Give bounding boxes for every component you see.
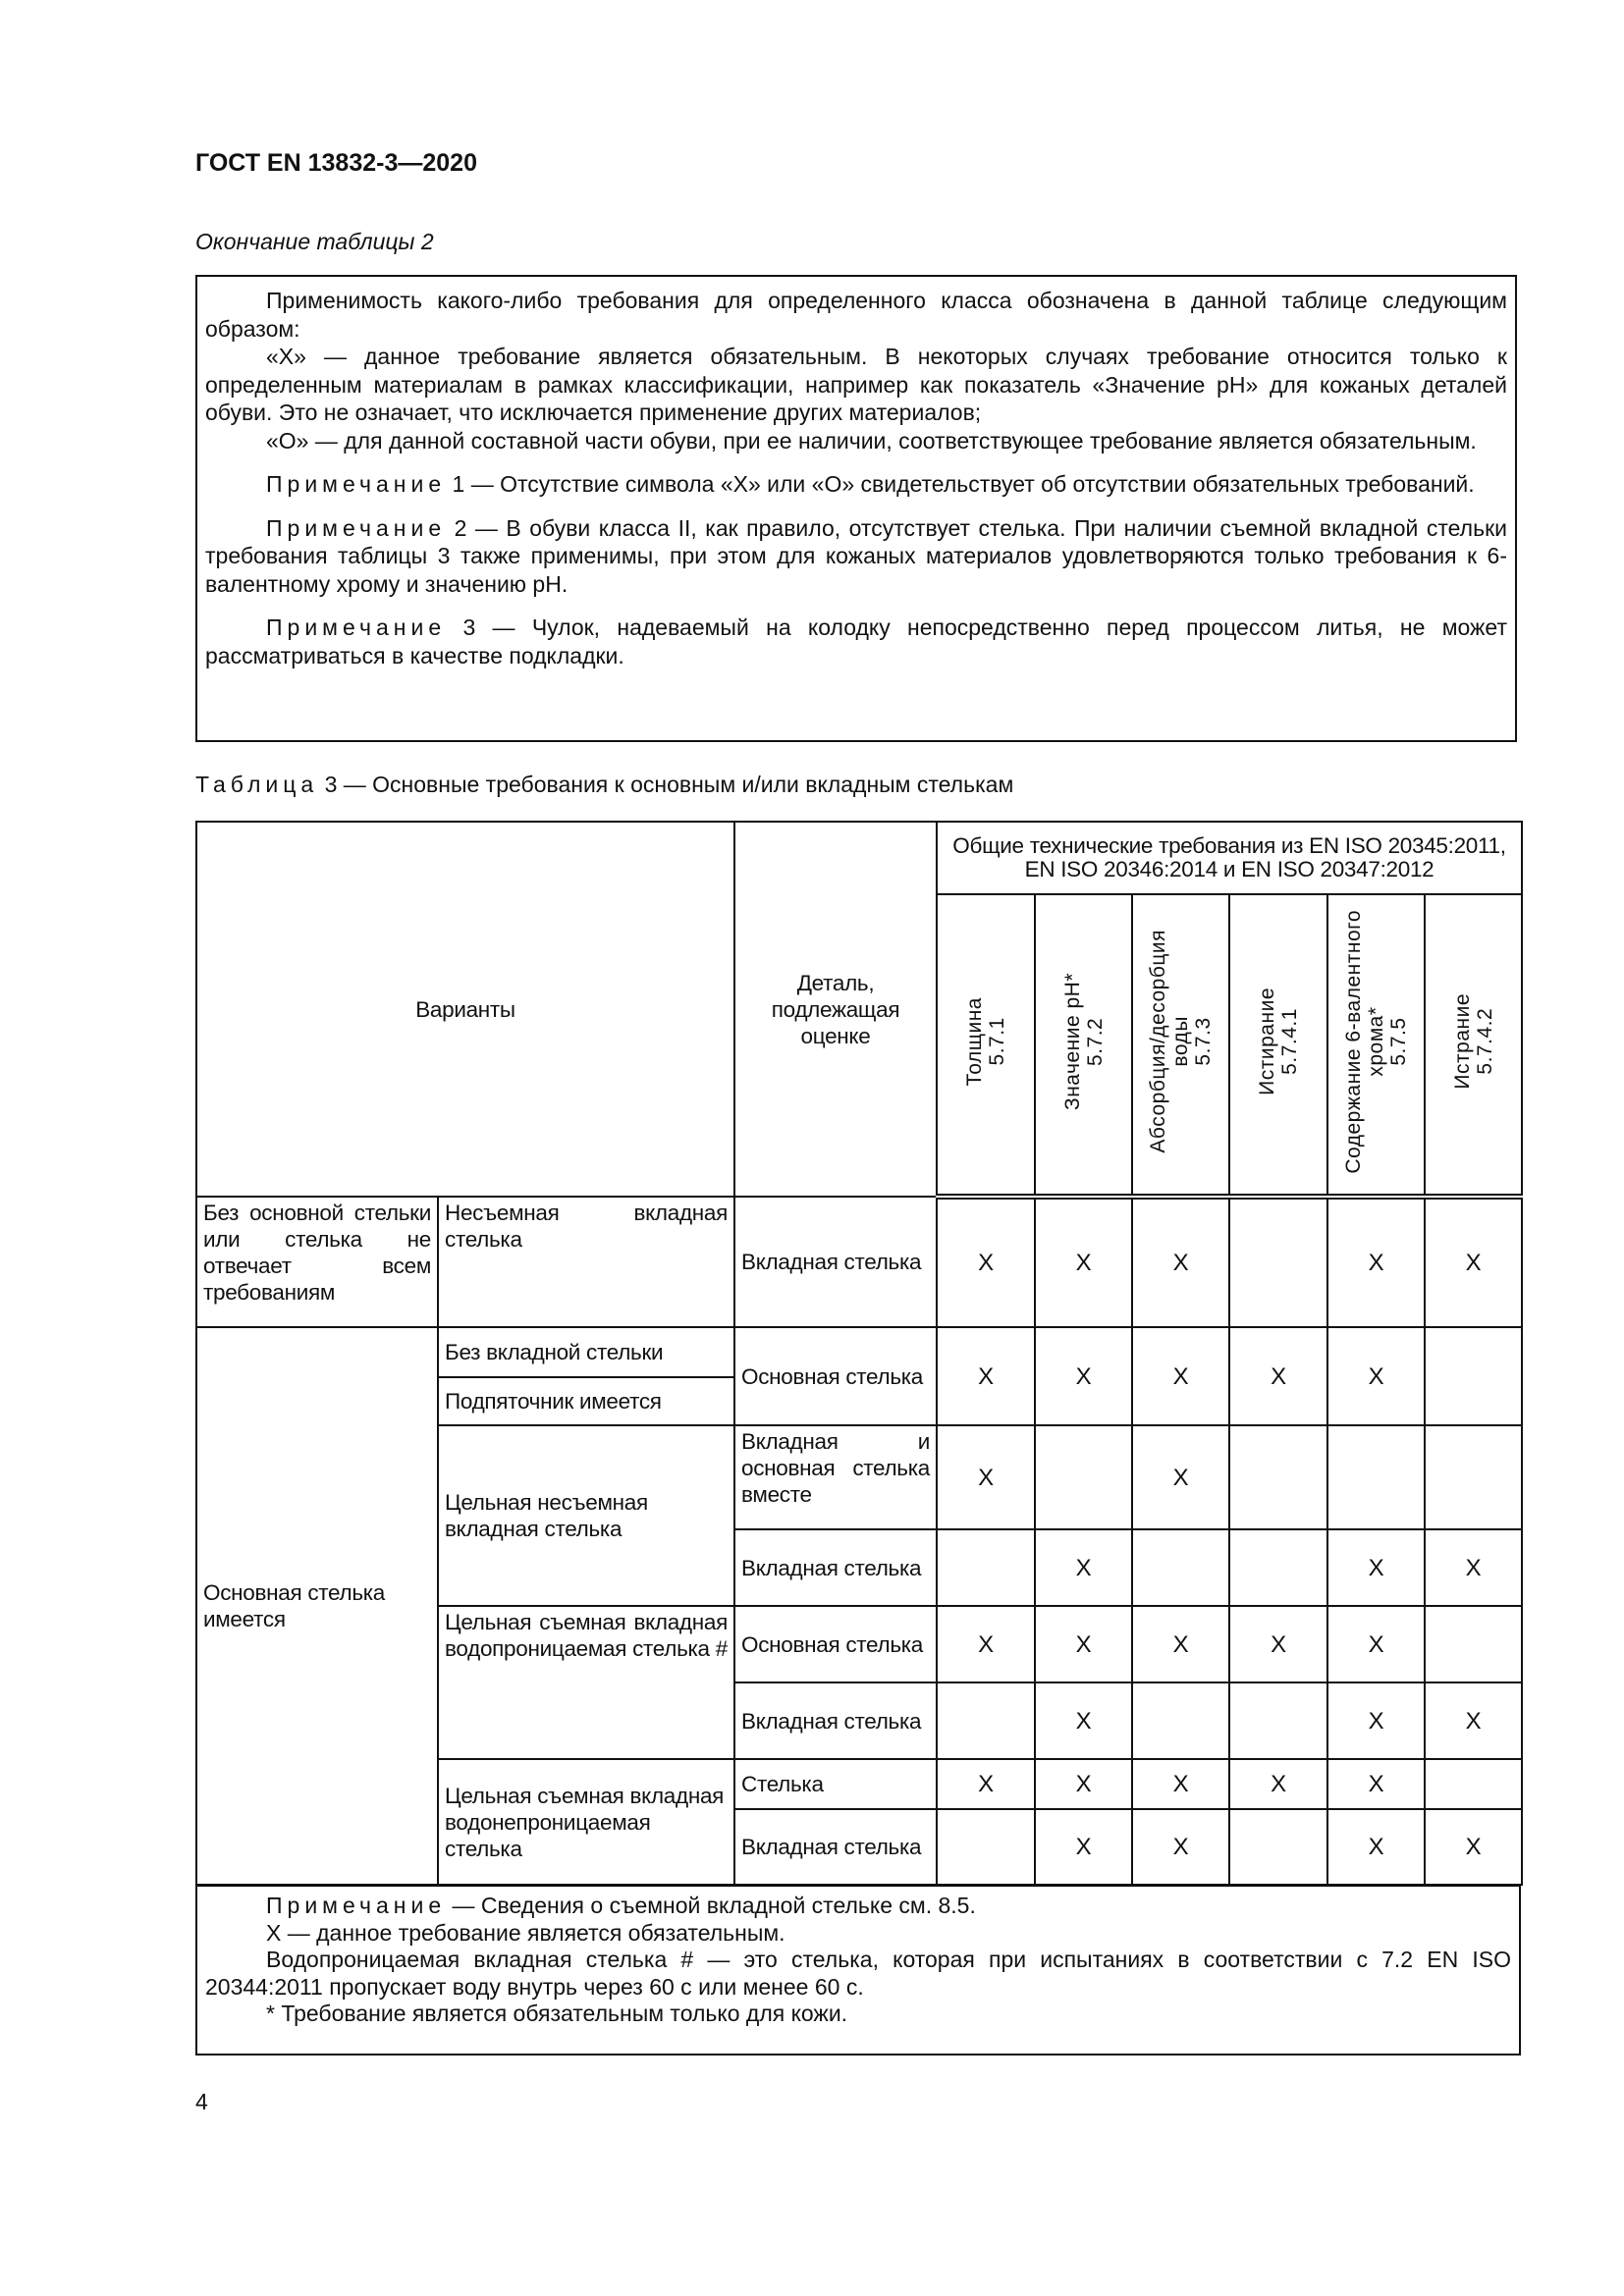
note-3 [205,614,1507,669]
requirement-mark: X [1035,1759,1132,1809]
requirement-mark [1035,1425,1132,1529]
subvariant-cell: Подпяточник имеется [438,1377,734,1425]
note: * Требование является обязательным только для кожи. [266,2001,848,2026]
requirement-label: Истирание 5.7.4.1 [1256,988,1301,1095]
requirement-mark: X [1035,1529,1132,1606]
col-header-variants: Варианты [196,822,734,1197]
requirement-mark: X [1035,1682,1132,1759]
detail-cell: Вкладная стелька [734,1529,937,1606]
requirement-mark: X [1035,1606,1132,1682]
detail-cell: Основная стелька [734,1327,937,1425]
requirement-mark: X [937,1197,1035,1327]
requirement-mark: X [1425,1809,1522,1885]
note [205,1893,1511,1920]
table-continuation-label: Окончание таблицы 2 [195,229,434,254]
requirement-mark: X [1327,1606,1425,1682]
note-label: Примечание [266,1893,447,1918]
requirement-mark: X [1327,1809,1425,1885]
requirement-mark [1327,1425,1425,1529]
col-header-requirement [1425,894,1522,1197]
note: Водопроницаемая вкладная стелька # — это стелька, которая при испытаниях в соответствии с 7.2 EN ISO 20344:2011 пропускает воду внутрь через 60 с или менее 60 с. [205,1947,1511,2000]
note-label: Примечание [266,514,447,541]
paragraph: «X» — данное требование является обязательным. В некоторых случаях требование относится только к определенным материалам в рамках классификации, например как показатель «Значение pH» для кожаных деталей обуви. Это не означает, что исключается применение других материалов; [205,344,1507,425]
detail-cell: Вкладная и основная стелька вместе [734,1425,937,1529]
col-header-requirement [1229,894,1327,1197]
table-row [196,1197,1522,1327]
col-header-requirement [1035,894,1132,1197]
requirement-mark: X [937,1606,1035,1682]
requirement-label: Значение pH* 5.7.2 [1060,973,1107,1110]
requirement-mark [937,1529,1035,1606]
requirement-mark: X [937,1425,1035,1529]
note-text: 3 — Чулок, надеваемый на колодку непосредственно перед процессом литья, не может рассматриваться в качестве подкладки. [205,614,1507,668]
requirement-mark: X [1035,1327,1132,1425]
requirement-mark [1229,1682,1327,1759]
requirement-mark [1132,1529,1229,1606]
note: X — данное требование является обязательным. [266,1919,785,1946]
note-label: Примечание [266,614,447,640]
requirement-mark: X [1425,1682,1522,1759]
requirement-mark [1229,1425,1327,1529]
requirement-mark: X [1132,1759,1229,1809]
requirement-mark: X [1132,1606,1229,1682]
requirement-mark: X [1327,1197,1425,1327]
note-text: 1 — Отсутствие символа «X» или «O» свидетельствует об отсутствии обязательных требований. [446,471,1475,497]
page-number: 4 [195,2089,208,2114]
requirement-mark [937,1682,1035,1759]
requirement-mark: X [1035,1809,1132,1885]
requirement-mark: X [1132,1809,1229,1885]
requirement-mark [1425,1425,1522,1529]
note-2 [205,514,1507,599]
subvariant-cell: Цельная несъемная вкладная стелька [438,1425,734,1606]
caption-text: 3 — Основные требования к основным и/или вкладным стелькам [318,772,1014,797]
subvariant-cell: Цельная съемная вкладная водонепроницаемая стелька [438,1759,734,1885]
detail-cell: Вкладная стелька [734,1682,937,1759]
subvariant-cell: Цельная съемная вкладная водопроницаемая стелька # [438,1606,734,1759]
requirement-label: Истрание 5.7.4.2 [1450,993,1496,1090]
subvariant-cell: Несъемная вкладная стелька [438,1197,734,1327]
paragraph: Применимость какого-либо требования для определенного класса обозначена в данной таблице следующим образом: [205,288,1507,342]
note-text: — Сведения о съемной вкладной стельке см. 8.5. [446,1893,976,1918]
col-header-requirement [937,894,1035,1197]
requirement-mark: X [937,1327,1035,1425]
note-label: Примечание [266,471,447,497]
note-1 [205,470,1507,499]
requirement-mark: X [1229,1759,1327,1809]
requirement-mark: X [937,1759,1035,1809]
requirement-mark: X [1229,1606,1327,1682]
requirement-mark [1425,1759,1522,1809]
subvariant-cell: Без вкладной стельки [438,1327,734,1377]
requirement-mark: X [1425,1529,1522,1606]
requirement-mark: X [1327,1529,1425,1606]
requirement-mark: X [1035,1197,1132,1327]
requirement-mark [1132,1682,1229,1759]
requirements-table [195,821,1523,1886]
header-row [196,822,1522,894]
requirement-mark [1425,1327,1522,1425]
col-header-requirement [1132,894,1229,1197]
detail-cell: Вкладная стелька [734,1809,937,1885]
requirement-mark: X [1132,1197,1229,1327]
variant-cell: Без основной стельки или стелька не отвечает всем требованиям [196,1197,438,1327]
requirement-label: Содержание 6-валентного хрома* 5.7.5 [1342,909,1410,1174]
paragraph: «O» — для данной составной части обуви, при ее наличии, соответствующее требование является обязательным. [266,427,1477,454]
requirement-mark [1229,1809,1327,1885]
requirement-mark: X [1327,1327,1425,1425]
requirement-mark [1229,1529,1327,1606]
requirement-mark: X [1132,1327,1229,1425]
requirement-mark: X [1327,1759,1425,1809]
requirement-mark [1229,1197,1327,1327]
requirement-mark: X [1229,1327,1327,1425]
col-header-detail: Деталь, подлежащая оценке [734,822,937,1197]
requirement-mark [937,1809,1035,1885]
variant-cell: Основная стелька имеется [196,1327,438,1885]
table-caption [195,772,1013,798]
caption-label: Таблица [195,772,319,797]
detail-cell: Вкладная стелька [734,1197,937,1327]
requirement-label: Абсорбция/десорбция воды 5.7.3 [1147,930,1215,1153]
note-text: 2 — В обуви класса II, как правило, отсутствует стелька. При наличии съемной вкладной стельки требования таблицы 3 также применимы, при этом для кожаных материалов удовлетворяются только требования к 6-валентному хрому и значению pH. [205,514,1507,597]
requirement-mark [1425,1606,1522,1682]
requirement-mark: X [1132,1425,1229,1529]
detail-cell: Стелька [734,1759,937,1809]
col-header-requirement [1327,894,1425,1197]
detail-cell: Основная стелька [734,1606,937,1682]
table2-end-box [195,275,1517,742]
table-notes [195,1885,1521,2056]
document-id: ГОСТ EN 13832-3—2020 [195,149,477,177]
requirement-label: Толщина 5.7.1 [963,996,1008,1087]
col-header-group: Общие технические требования из EN ISO 20345:2011, EN ISO 20346:2014 и EN ISO 20347:2012 [937,822,1522,894]
requirement-mark: X [1327,1682,1425,1759]
table-row [196,1327,1522,1377]
requirement-mark: X [1425,1197,1522,1327]
